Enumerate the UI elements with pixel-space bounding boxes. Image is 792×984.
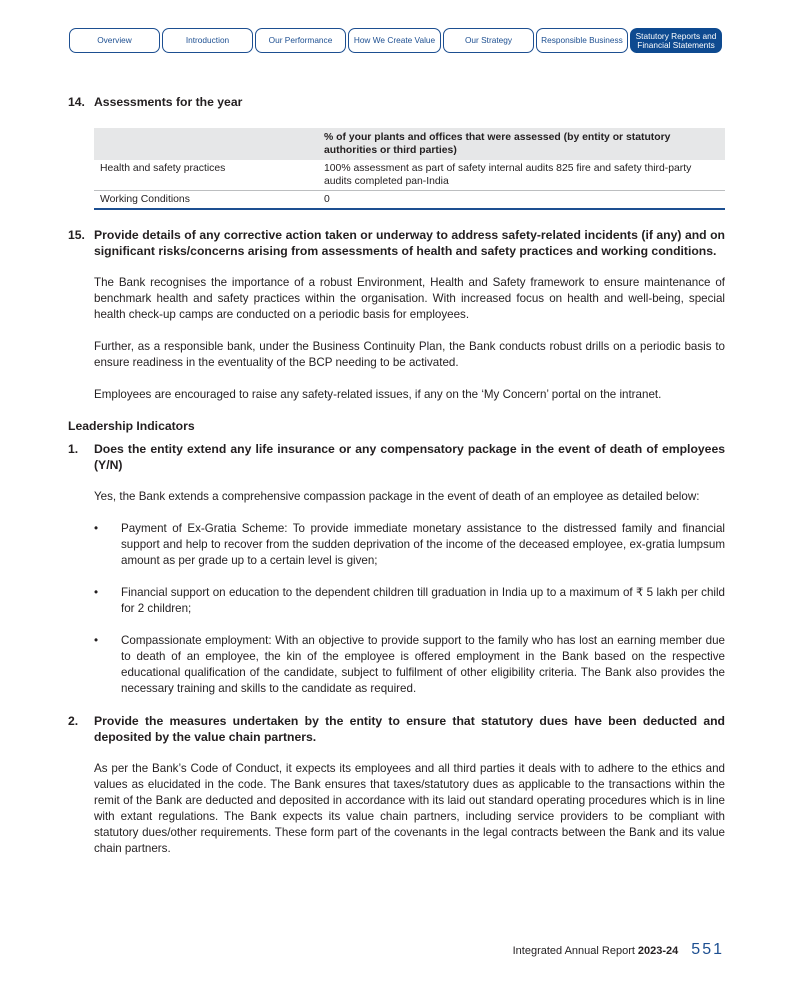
question-title: Does the entity extend any life insurance or any compensatory package in the event of death of employees (Y/N) (94, 442, 725, 472)
section-nav (69, 28, 724, 53)
tab-how-we-create-value[interactable]: How We Create Value (348, 28, 441, 53)
bullet-icon: • (94, 522, 99, 535)
paragraph: Yes, the Bank extends a comprehensive compassion package in the event of death of an employee as detailed below: (94, 490, 700, 503)
paragraph: The Bank recognises the importance of a robust Environment, Health and Safety framework to ensure maintenance of benchmark health and safety practices within the organisation. With increased focus on health and well-being, special health check-up camps are conducted on a periodic basis for employees. (94, 276, 725, 321)
page-footer (513, 941, 724, 959)
list-item (94, 585, 725, 617)
list-item-text: Payment of Ex-Gratia Scheme: To provide immediate monetary assistance to the distressed family and financial support and help to recover from the sudden deprivation of the income of the deceased employee, ex-gratia lumpsum amount as per grade up to a certain level is given; (121, 522, 725, 567)
list-item-text: Compassionate employment: With an objective to provide support to the family who has lost an earning member due to death of an employee, the kin of the employee is offered employment in the Bank based on the respective educational qualification of the candidate, subject to fulfilment of other eligibility criteria. The Bank also provides the necessary training and skills to the candidate as required. (121, 634, 725, 695)
tab-overview[interactable]: Overview (69, 28, 160, 53)
paragraph: Further, as a responsible bank, under the Business Continuity Plan, the Bank conducts robust drills on a periodic basis to ensure readiness in the eventuality of the BCP needing to be activated. (94, 340, 725, 369)
table-row (94, 160, 725, 191)
tab-our-strategy[interactable]: Our Strategy (443, 28, 534, 53)
tab-responsible-business[interactable]: Responsible Business (536, 28, 628, 53)
table-row (94, 191, 725, 210)
bullet-icon: • (94, 634, 99, 647)
question-number: 2. (68, 714, 79, 728)
question-number: 14. (68, 95, 85, 109)
question-number: 1. (68, 442, 79, 456)
paragraph: As per the Bank’s Code of Conduct, it expects its employees and all third parties it deals with to adhere to the ethics and values as elucidated in the code. The Bank ensures that taxes/statutory dues as applicable to the transactions within the remit of the Bank are deducted and deposited in accordance with its laid out standard operating procedures which is in line with extant regulations. The Bank expects its value chain partners, including service providers to be compliant with statutory dues/other requirements. These form part of the covenants in the legal contracts between the Bank and its value chain partners. (94, 762, 725, 855)
table-header-cell: % of your plants and offices that were assessed (by entity or statutory authorities or third parties) (318, 128, 725, 160)
table-cell: 0 (318, 191, 725, 210)
section-heading: Leadership Indicators (68, 419, 195, 433)
bullet-icon: • (94, 586, 99, 599)
table-cell: 100% assessment as part of safety internal audits 825 fire and safety third-party audits completed pan-India (318, 160, 725, 191)
question-title: Provide the measures undertaken by the entity to ensure that statutory dues have been deducted and deposited by the value chain partners. (94, 714, 725, 744)
leadership-question-1 (68, 441, 725, 473)
assessments-table (94, 128, 725, 210)
table-cell: Working Conditions (94, 191, 318, 210)
page-number: 551 (691, 941, 724, 958)
question-title: Assessments for the year (94, 95, 243, 109)
question-number: 15. (68, 228, 85, 242)
question-14 (68, 94, 725, 110)
table-header-cell (94, 128, 318, 160)
tab-introduction[interactable]: Introduction (162, 28, 253, 53)
table-cell: Health and safety practices (94, 160, 318, 191)
list-item (94, 633, 725, 697)
tab-statutory-reports[interactable]: Statutory Reports and Financial Statements (630, 28, 722, 53)
table-header-row (94, 128, 725, 160)
page-content (68, 94, 725, 857)
leadership-question-2 (68, 713, 725, 745)
report-year: 2023-24 (637, 945, 679, 957)
list-item-text: Financial support on education to the dependent children till graduation in India up to a maximum of ₹ 5 lakh per child for 2 children; (121, 586, 725, 615)
report-name: Integrated Annual Report (512, 945, 635, 957)
question-title: Provide details of any corrective action taken or underway to address safety-related incidents (if any) and on significant risks/concerns arising from assessments of health and safety practices and working conditions. (94, 228, 725, 258)
question-15 (68, 227, 725, 259)
tab-our-performance[interactable]: Our Performance (255, 28, 346, 53)
paragraph: Employees are encouraged to raise any safety-related issues, if any on the ‘My Concern’ portal on the intranet. (94, 388, 662, 401)
list-item (94, 521, 725, 569)
